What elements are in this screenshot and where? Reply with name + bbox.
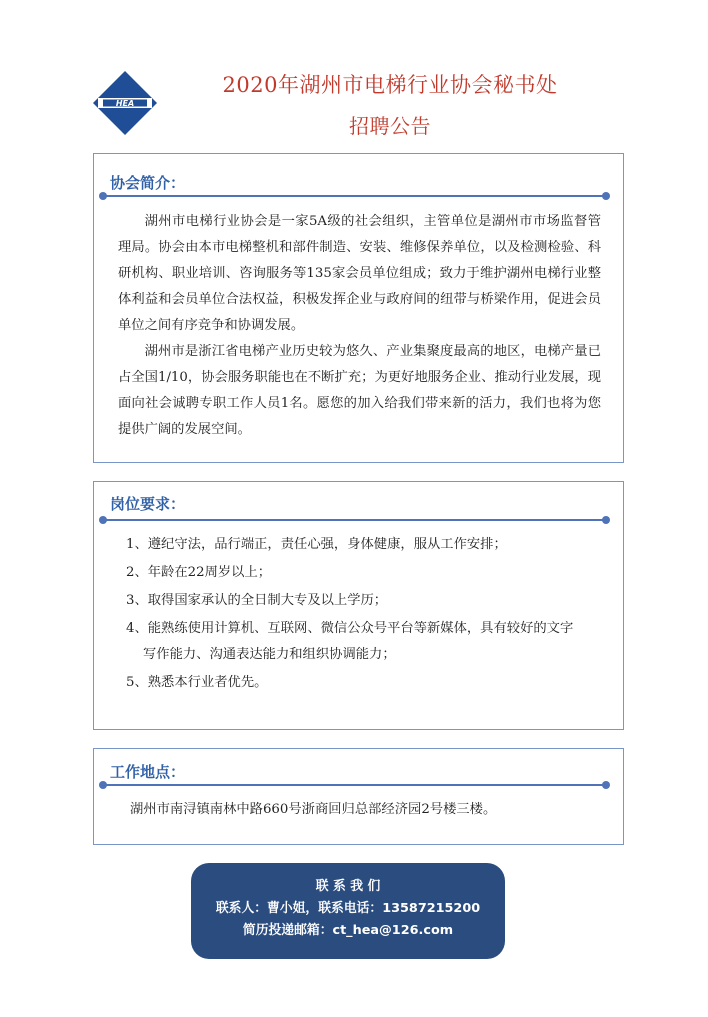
list-item-text: 遵纪守法，品行端正，责任心强，身体健康，服从工作安排； xyxy=(147,537,507,552)
requirements-divider xyxy=(102,519,607,521)
list-item-text: 熟悉本行业者优先。 xyxy=(147,675,268,690)
hea-logo xyxy=(92,70,158,136)
contact-title: 联 系 我 们 xyxy=(315,879,381,894)
list-item-number: 4、 xyxy=(126,621,148,636)
page-subtitle: 招聘公告 xyxy=(349,114,431,138)
intro-paragraph-1: 湖州市电梯行业协会是一家5A级的社会组织，主管单位是湖州市市场监督管理局。协会由本市电梯整机和部件制造、安装、维修保养单位，以及检测检验、科研机构、职业培训、咨询服务等135家会员单位组成；致力于维护湖州电梯行业整体利益和会员单位合法权益，积极发挥企业与政府间的纽带与桥梁作用，促进会员单位之间有序竞争和协调发展。 xyxy=(118,214,601,333)
list-item-continuation: 写作能力、沟通表达能力和组织协调能力； xyxy=(143,647,396,662)
list-item xyxy=(126,560,609,586)
requirements-list xyxy=(126,532,609,698)
contact-email: 简历投递邮箱：ct_hea@126.com xyxy=(242,923,454,938)
list-item xyxy=(126,588,609,614)
contact-person: 联系人：曹小姐，联系电话：13587215200 xyxy=(215,901,481,916)
requirements-section xyxy=(93,481,624,730)
list-item-text: 取得国家承认的全日制大专及以上学历； xyxy=(147,593,388,608)
list-item-number: 1、 xyxy=(126,537,148,552)
contact-panel xyxy=(191,863,505,959)
location-divider xyxy=(102,784,607,786)
page-title: 2020年湖州市电梯行业协会秘书处 xyxy=(222,73,558,97)
list-item xyxy=(126,532,609,558)
location-text: 湖州市南浔镇南林中路660号浙商回归总部经济园2号楼三楼。 xyxy=(130,802,497,817)
location-section xyxy=(93,748,624,845)
list-item-number: 2、 xyxy=(126,565,148,580)
list-item xyxy=(126,670,609,696)
list-item-text: 能熟练使用计算机、互联网、微信公众号平台等新媒体，具有较好的文字 xyxy=(147,621,574,636)
list-item xyxy=(126,616,609,668)
intro-heading: 协会简介： xyxy=(110,174,186,192)
list-item-number: 3、 xyxy=(126,593,148,608)
logo-text: HEA xyxy=(115,99,135,109)
intro-section xyxy=(93,153,624,463)
list-item-number: 5、 xyxy=(126,675,148,690)
location-heading: 工作地点： xyxy=(110,763,186,781)
list-item-text: 年龄在22周岁以上； xyxy=(147,565,272,580)
intro-paragraph-2: 湖州市是浙江省电梯产业历史较为悠久、产业集聚度最高的地区，电梯产量已占全国1/10，协会服务职能也在不断扩充；为更好地服务企业、推动行业发展，现面向社会诚聘专职工作人员1名。愿您的加入给我们带来新的活力，我们也将为您提供广阔的发展空间。 xyxy=(118,344,601,437)
requirements-heading: 岗位要求： xyxy=(110,495,186,513)
intro-divider xyxy=(102,195,607,197)
